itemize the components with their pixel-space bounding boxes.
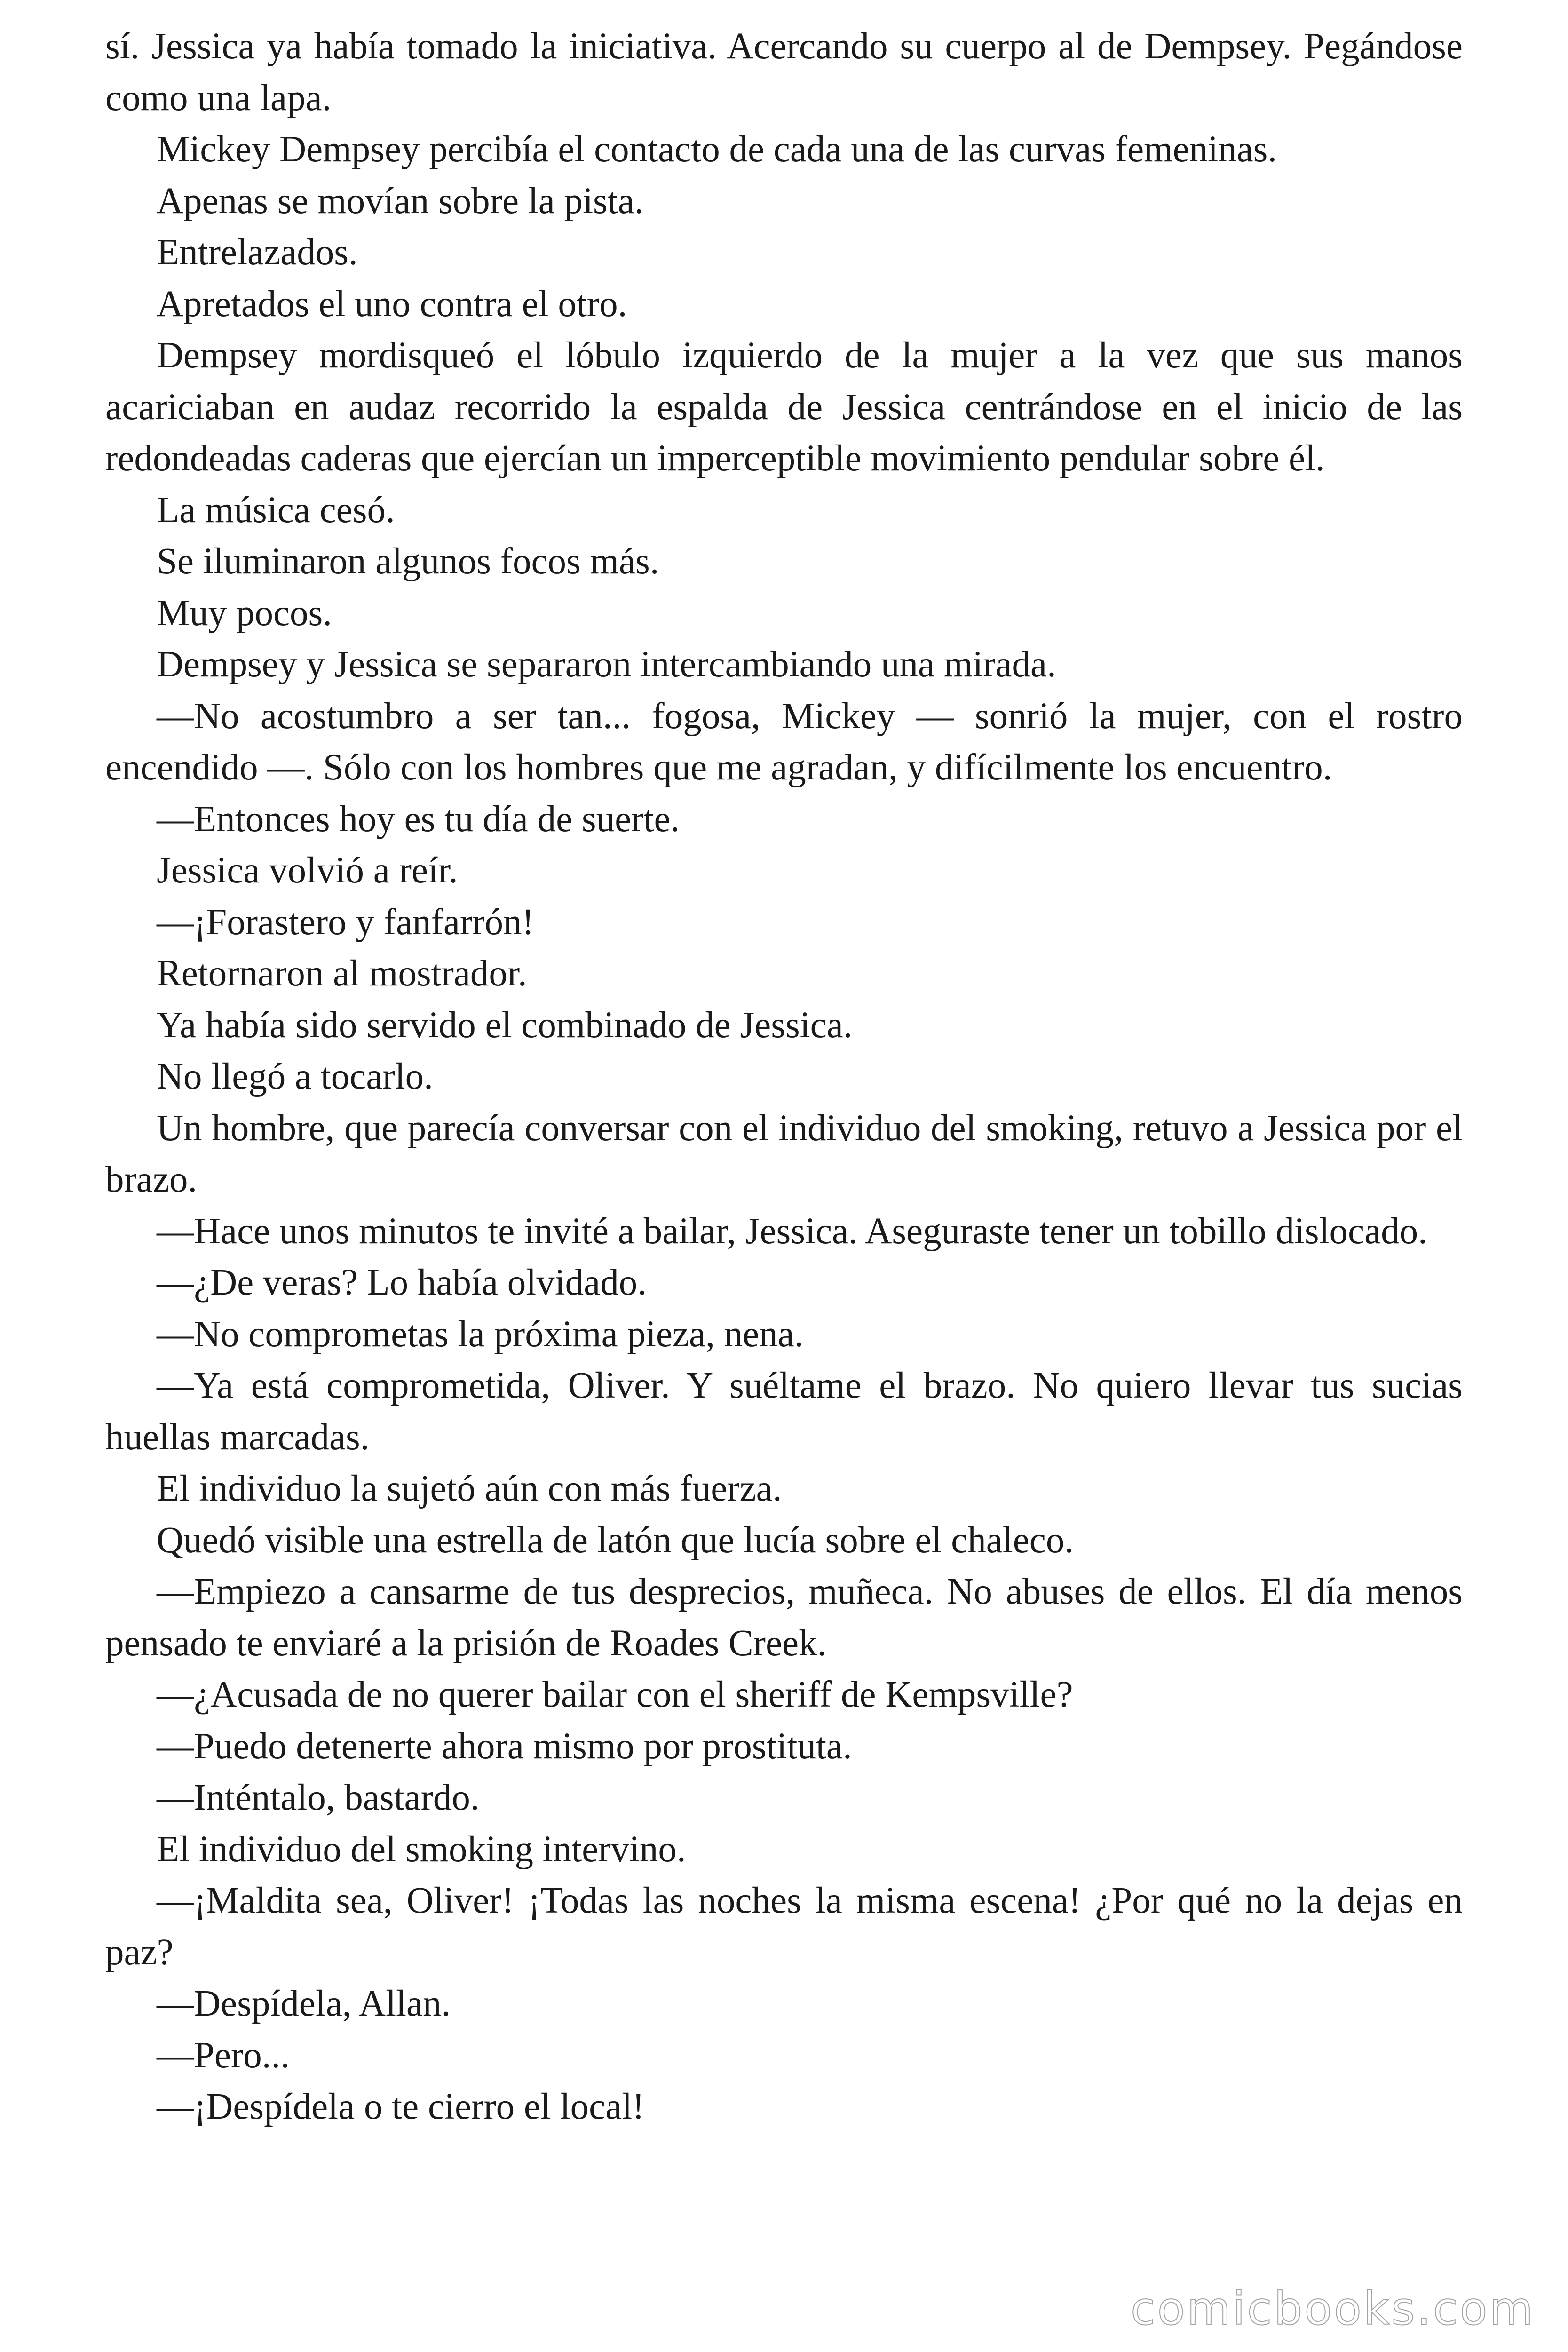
paragraph: —Despídela, Allan. [157,1983,451,2024]
paragraph: —Inténtalo, bastardo. [157,1777,480,1818]
paragraph: —No acostumbro a ser tan... fogosa, Mickey — sonrió la mujer, con el rostro encendido —. Sólo con los hombres que me agradan, y difícilmente los encuentro. [105,695,1463,788]
paragraph: sí. Jessica ya había tomado la iniciativa. Acercando su cuerpo al de Dempsey. Pegándose como una lapa. [105,26,1463,119]
paragraph: Entrelazados. [157,232,358,273]
paragraph: —Entonces hoy es tu día de suerte. [157,798,680,840]
paragraph: —¡Despídela o te cierro el local! [157,2086,645,2127]
paragraph: Apretados el uno contra el otro. [157,283,627,325]
paragraph: Jessica volvió a reír. [157,850,458,891]
paragraph: Un hombre, que parecía conversar con el individuo del smoking, retuvo a Jessica por el brazo. [105,1107,1463,1200]
paragraph: —Pero... [157,2034,290,2076]
paragraph: La música cesó. [157,489,395,531]
paragraph: Apenas se movían sobre la pista. [157,180,644,222]
page-body [105,21,1463,2133]
paragraph: Retornaron al mostrador. [157,953,527,994]
paragraph: —¡Forastero y fanfarrón! [157,901,534,943]
paragraph: Mickey Dempsey percibía el contacto de cada una de las curvas femeninas. [157,129,1277,170]
paragraph: Dempsey mordisqueó el lóbulo izquierdo de la mujer a la vez que sus manos acariciaban en audaz recorrido la espalda de Jessica centrándose en el inicio de las redondeadas caderas que ejercían un imperceptible movimiento pendular sobre él. [105,335,1463,479]
paragraph: —No comprometas la próxima pieza, nena. [157,1313,804,1355]
paragraph: Quedó visible una estrella de latón que lucía sobre el chaleco. [157,1519,1074,1561]
paragraph: —Empiezo a cansarme de tus desprecios, muñeca. No abuses de ellos. El día menos pensado te enviaré a la prisión de Roades Creek. [105,1571,1463,1664]
paragraph: —¡Maldita sea, Oliver! ¡Todas las noches la misma escena! ¿Por qué no la dejas en paz? [105,1880,1463,1973]
paragraph: No llegó a tocarlo. [157,1056,433,1097]
paragraph: —Puedo detenerte ahora mismo por prostituta. [157,1725,852,1767]
paragraph: Muy pocos. [157,592,333,634]
paragraph: —Hace unos minutos te invité a bailar, Jessica. Aseguraste tener un tobillo dislocado. [157,1210,1427,1252]
paragraph: El individuo la sujetó aún con más fuerza. [157,1468,782,1509]
watermark: comicbooks.com [1130,2282,1535,2335]
paragraph: —Ya está comprometida, Oliver. Y suéltame el brazo. No quiero llevar tus sucias huellas marcadas. [105,1365,1463,1458]
paragraph: Se iluminaron algunos focos más. [157,541,659,582]
paragraph: Ya había sido servido el combinado de Jessica. [157,1004,853,1046]
paragraph: Dempsey y Jessica se separaron intercambiando una mirada. [157,644,1056,685]
paragraph: —¿De veras? Lo había olvidado. [157,1262,647,1303]
paragraph: —¿Acusada de no querer bailar con el sheriff de Kempsville? [157,1674,1073,1715]
paragraph: El individuo del smoking intervino. [157,1828,686,1870]
